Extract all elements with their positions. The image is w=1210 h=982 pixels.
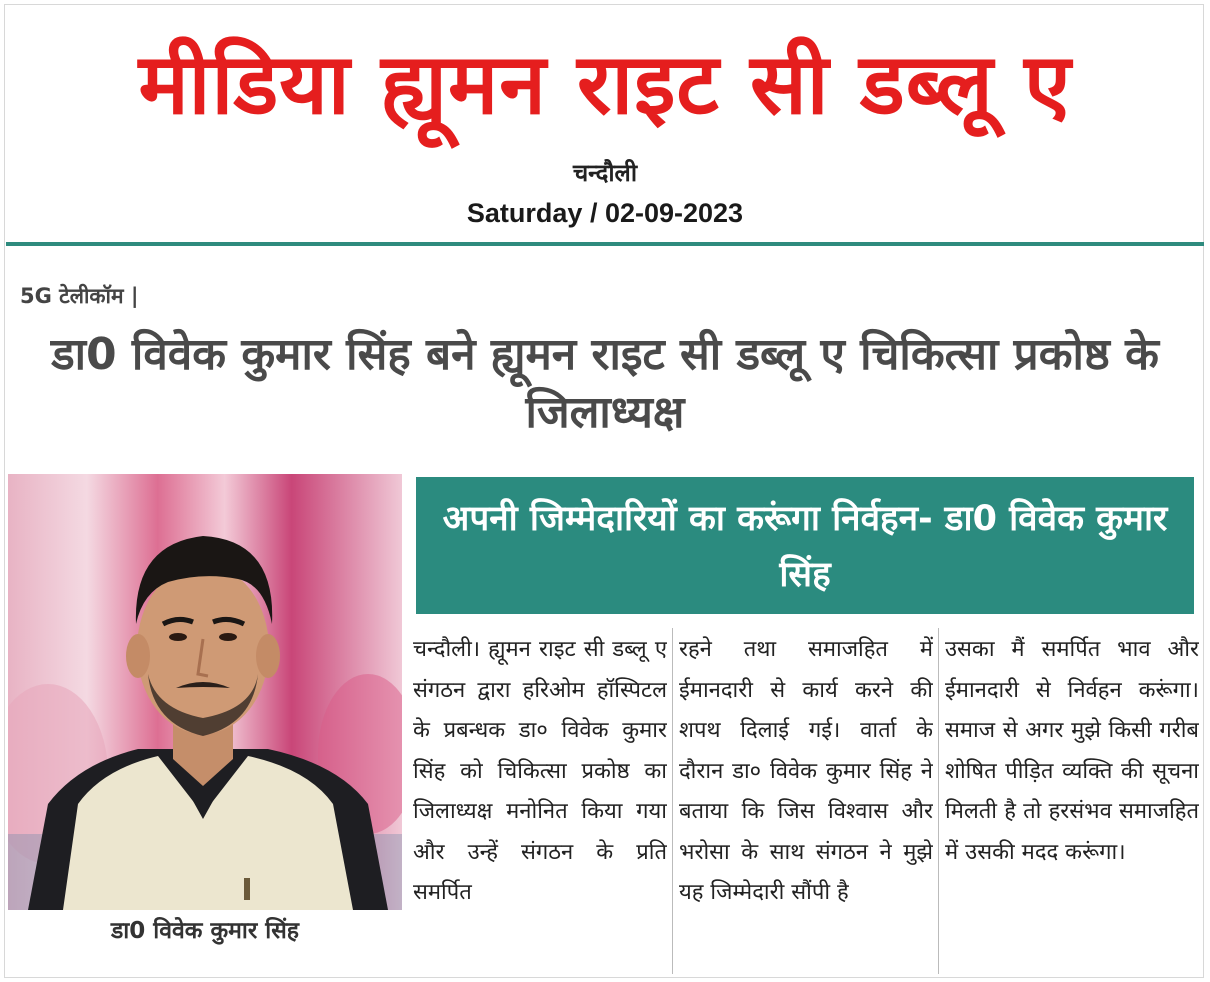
article-column-1: चन्दौली। ह्यूमन राइट सी डब्लू ए संगठन द्वारा हरिओम हॉस्पिटल के प्रबन्धक डा० विवेक कुमार सिंह को चिकित्सा प्रकोष्ठ का जिलाध्यक्ष मनोनित किया गया और उन्हें संगठन के प्रति समर्पित (413, 637, 667, 905)
masthead-title: मीडिया ह्यूमन राइट सी डब्लू ए (138, 35, 1072, 133)
article-headline: डा0 विवेक कुमार सिंह बने ह्यूमन राइट सी डब्लू ए चिकित्सा प्रकोष्ठ के जिलाध्यक्ष (51, 329, 1159, 438)
dateline-city: चन्दौली (572, 159, 638, 187)
header-divider (6, 242, 1204, 246)
article-column-2: रहने तथा समाजहित में ईमानदारी से कार्य करने की शपथ दिलाई गई। वार्ता के दौरान डा० विवेक कुमार सिंह ने बताया कि जिस विश्वास और भरोसा के साथ संगठन ने मुझे यह जिम्मेदारी सौंपी है (679, 637, 933, 905)
portrait-illustration (8, 474, 402, 910)
column-divider (938, 628, 939, 974)
dateline-date: Saturday / 02-09-2023 (466, 198, 744, 228)
article-column-3: उसका मैं समर्पित भाव और ईमानदारी से निर्वहन करूंगा।समाज से अगर मुझे किसी गरीब शोषित पीड़ित व्यक्ति की सूचना मिलती है तो हरसंभव समाजहित में उसकी मदद करूंगा। (945, 637, 1199, 865)
section-tag: 5G टेलीकॉम | (20, 284, 139, 308)
article-subheadline: अपनी जिम्मेदारियों का करूंगा निर्वहन- डा0 विवेक कुमार सिंह (416, 477, 1194, 614)
portrait-photo (8, 474, 402, 910)
column-divider (672, 628, 673, 974)
photo-caption: डा0 विवेक कुमार सिंह (111, 918, 299, 944)
